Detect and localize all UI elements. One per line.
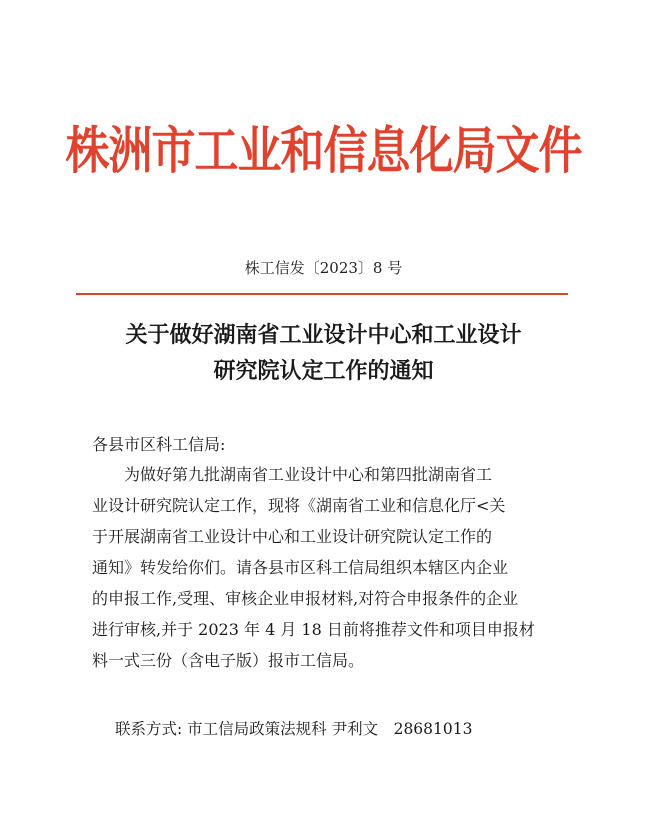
body-line: 通知》转发给你们。请各县市区科工信局组织本辖区内企业	[92, 558, 509, 577]
body-line: 业设计研究院认定工作，现将《湖南省工业和信息化厅<关	[92, 496, 506, 515]
body-line: 于开展湖南省工业设计中心和工业设计研究院认定工作的	[92, 527, 493, 546]
document-header-title: 株洲市工业和信息化局文件	[65, 122, 582, 181]
body-line: 的申报工作,受理、审核企业申报材料,对符合申报条件的企业	[92, 589, 519, 608]
document-number: 株工信发〔2023〕8 号	[244, 259, 403, 277]
body-line: 料一式三份（含电子版）报市工信局。	[92, 651, 365, 670]
contact-info: 联系方式: 市工信局政策法规科 尹利文 28681013	[115, 720, 473, 738]
body-line: 进行审核,并于 2023 年 4 月 18 日前将推荐文件和项目申报材	[92, 620, 535, 639]
body-line: 为做好第九批湖南省工业设计中心和第四批湖南省工	[124, 465, 493, 484]
notice-title-line-1: 关于做好湖南省工业设计中心和工业设计	[125, 323, 522, 348]
notice-title	[0, 318, 647, 390]
body-paragraph	[92, 459, 572, 676]
salutation: 各县市区科工信局:	[92, 435, 226, 454]
notice-title-line-2: 研究院认定工作的通知	[213, 359, 434, 384]
red-divider-line	[76, 293, 568, 295]
